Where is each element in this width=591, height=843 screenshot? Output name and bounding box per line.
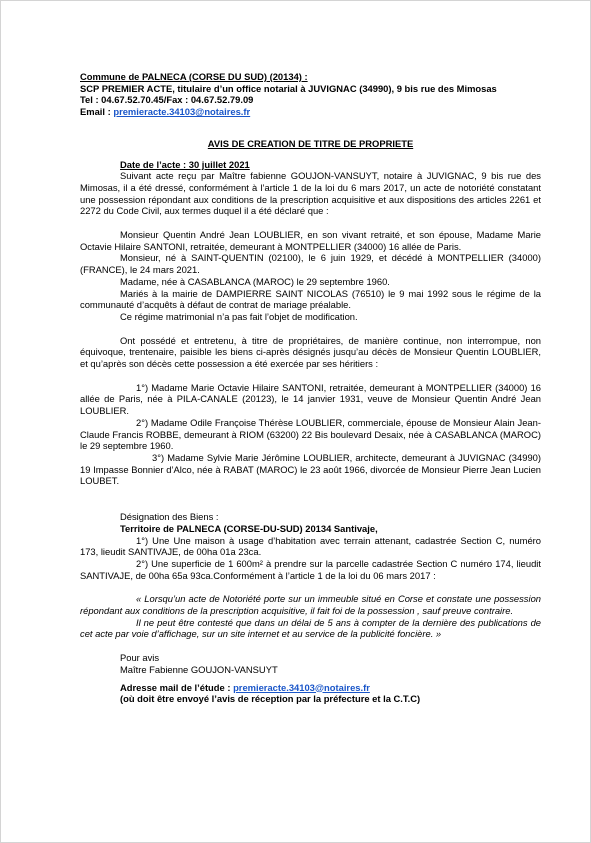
document-body <box>80 71 541 705</box>
study-email-line <box>80 682 541 694</box>
email-label: Email : <box>80 106 114 118</box>
heir-2-paragraph: 2°) Madame Odile Françoise Thérèse LOUBLIER, commerciale, épouse de Monsieur Alain Jean-Claude Francis ROBBE, demeurant à RIOM (63200) 22 Bis boulevard Desaix, née à CASABLANCA (MAROC) le 29 septembre 1960. <box>80 416 541 452</box>
husband-birth-paragraph: Monsieur, né à SAINT-QUENTIN (02100), le 6 juin 1929, et décédé à MONTPELLIER (34000) (FRANCE), le 24 mars 2021. <box>80 252 541 276</box>
territoire-line: Territoire de PALNECA (CORSE-DU-SUD) 20134 Santivaje, <box>120 522 378 534</box>
wife-birth-paragraph: Madame, née à CASABLANCA (MAROC) le 29 septembre 1960. <box>120 275 390 287</box>
study-email-link[interactable]: premieracte.34103@notaires.fr <box>233 681 370 693</box>
email-line <box>80 106 541 118</box>
regime-paragraph: Ce régime matrimonial n’a pas fait l’objet de modification. <box>120 310 358 322</box>
office-line: SCP PREMIER ACTE, titulaire d’un office notarial à JUVIGNAC (34990), 9 bis rue des Mimosas <box>80 82 497 94</box>
property-1-paragraph: 1°) Une Une maison à usage d’habitation avec terrain attenant, cadastrée Section C, numéro 173, lieudit SANTIVAJE, de 00ha 01a 23ca. <box>80 534 541 558</box>
signatory: Maître Fabienne GOUJON-VANSUYT <box>120 663 278 675</box>
possession-paragraph: Ont possédé et entretenu, à titre de propriétaires, de manière continue, non interrompue, non équivoque, trentenaire, paisible les biens ci-après désignés jusqu’au décès de Monsieur Quentin LOUBLIER, et qu’après son décès cette possession a été exercée par ses héritiers : <box>80 334 541 370</box>
date-acte: Date de l’acte : 30 juillet 2021 <box>120 158 250 170</box>
tel-fax-line: Tel : 04.67.52.70.45/Fax : 04.67.52.79.09 <box>80 94 254 106</box>
spouses-paragraph: Monsieur Quentin André Jean LOUBLIER, en son vivant retraité, et son épouse, Madame Marie Octavie Hilaire SANTONI, retraitée, demeurant à MONTPELLIER (34000) 16 allée de Paris. <box>80 229 541 252</box>
heir-3-paragraph: 3°) Madame Sylvie Marie Jérômine LOUBLIER, architecte, demeurant à JUVIGNAC (34990) 19 Impasse Bonnier d’Alco, née à RABAT (MAROC) le 23 août 1966, divorcée de Monsieur Pierre Jean Lucien LOUBET. <box>80 451 541 487</box>
quote-paragraph-2: Il ne peut être contesté que dans un délai de 5 ans à compter de la dernière des publications de cet acte par voie d’affichage, sur un site internet et au service de la publicité foncière. » <box>80 616 541 640</box>
intro-paragraph: Suivant acte reçu par Maître fabienne GOUJON-VANSUYT, notaire à JUVIGNAC, 9 bis rue des Mimosas, il a été dressé, conformément à l’article 1 de la loi du 6 mars 2017, un acte de notoriété constatant une possession répondant aux conditions de la prescription acquisitive et aux dispositions des articles 2261 et 2272 du Code Civil, aux termes duquel il a été déclaré que : <box>80 170 541 217</box>
study-email-note: (où doit être envoyé l’avis de réception par la préfecture et la C.T.C) <box>120 693 421 705</box>
heir-1-paragraph: 1°) Madame Marie Octavie Hilaire SANTONI, retraitée, demeurant à MONTPELLIER (34000) 16 allée de Paris, née à PILA-CANALE (20123), le 14 janvier 1931, veuve de Monsieur Quentin André Jean LOUBLIER. <box>80 381 541 417</box>
email-link[interactable]: premieracte.34103@notaires.fr <box>113 106 251 118</box>
marriage-paragraph: Mariés à la mairie de DAMPIERRE SAINT NICOLAS (76510) le 9 mai 1992 sous le régime de la communauté d’acquêts à défaut de contrat de mariage préalable. <box>80 287 541 311</box>
commune-heading: Commune de PALNECA (CORSE DU SUD) (20134) : <box>80 71 308 82</box>
property-2-paragraph: 2°) Une superficie de 1 600m² à prendre sur la parcelle cadastrée Section C numéro 174, lieudit SANTIVAJE, de 00ha 65a 93ca.Conformément à l’article 1 de la loi du 06 mars 2017 : <box>80 557 541 581</box>
study-email-label: Adresse mail de l’étude : <box>120 681 234 693</box>
designation-heading: Désignation des Biens : <box>120 511 219 523</box>
document-title: AVIS DE CREATION DE TITRE DE PROPRIETE <box>207 137 414 149</box>
quote-paragraph-1: « Lorsqu’un acte de Notoriété porte sur un immeuble situé en Corse et constate une possession répondant aux conditions de la prescription acquisitive, il fait foi de la possession , sauf preuve contraire. <box>80 593 541 617</box>
pour-avis: Pour avis <box>120 652 160 664</box>
